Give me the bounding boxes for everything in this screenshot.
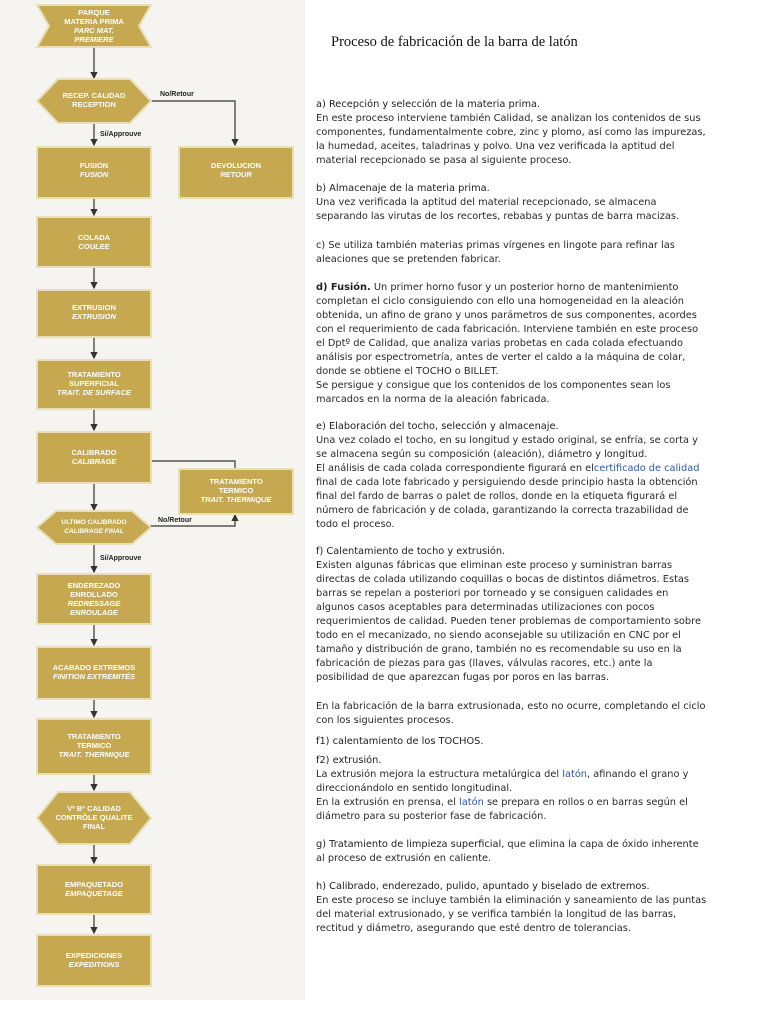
node-label: REDRESSAGE: [67, 599, 121, 608]
node-label: CALIBRADO: [71, 448, 117, 457]
node-parque-materia-prima: [36, 4, 152, 48]
node-label: TRAIT. THERMIQUE: [200, 495, 272, 504]
section-f: [316, 545, 708, 685]
section-heading: f) Calentamiento de tocho y extrusión.: [316, 546, 506, 557]
branch-label-no-retour: No/Retour: [158, 517, 192, 524]
section-heading: f1) calentamiento de los TOCHOS.: [316, 736, 484, 747]
node-label: SUPERFICIAL: [68, 379, 119, 388]
section-body: En este proceso se incluye también la eliminación y saneamiento de las puntas del material extrusionado, y se verifica también la longitud de las barras, rectitud y diámetro, asegurando que esté dentro de tolerancias.: [316, 895, 707, 934]
node-label: TERMICO: [76, 741, 112, 750]
node-label: CALIBRAGE: [71, 457, 117, 466]
node-label: PREMIERE: [74, 35, 114, 44]
section-heading: e) Elaboración del tocho, selección y almacenaje.: [316, 421, 559, 432]
node-tratamiento-superficial: [36, 359, 152, 410]
section-f2: [316, 754, 708, 824]
laton-link[interactable]: latón: [459, 797, 484, 808]
section-body: En la fabricación de la barra extrusionada, esto no ocurre, completando el ciclo con los siguientes procesos.: [316, 701, 706, 726]
section-body: El análisis de cada colada correspondiente figurará en el: [316, 463, 594, 474]
node-tratamiento-termico: [36, 718, 152, 775]
node-label: EXPEDITIONS: [68, 960, 120, 969]
node-expediciones: [36, 934, 152, 987]
branch-label-si-approuve: Si/Approuve: [100, 555, 142, 562]
section-body: Una vez verificada la aptitud del material recepcionado, se almacena separando las virutas de los recortes, rebabas y puntas de barra macizas.: [316, 197, 680, 222]
section-body: Una vez colado el tocho, en su longitud y estado original, se enfría, se corta y se almacena según su composición (aleación), diámetro y longitud.: [316, 435, 698, 460]
node-label: TRATAMIENTO: [67, 370, 121, 379]
section-b: [316, 182, 708, 224]
section-heading: b) Almacenaje de la materia prima.: [316, 183, 490, 194]
certificado-link[interactable]: certificado de calidad: [593, 463, 700, 474]
node-label: EMPAQUETADO: [64, 880, 124, 889]
node-label: FUSION: [79, 161, 109, 170]
section-d: [316, 281, 708, 407]
section-body: La extrusión mejora la estructura metalúrgica del: [316, 769, 563, 780]
node-label: EMPAQUETAGE: [65, 889, 123, 898]
node-label: TRAIT. DE SURFACE: [56, 388, 132, 397]
node-label: COLADA: [77, 233, 111, 242]
node-empaquetado: [36, 864, 152, 915]
node-fusion: [36, 146, 152, 199]
node-label: FINAL: [82, 822, 106, 831]
node-label: EXTRUSION: [72, 303, 116, 312]
section-body: , que elimina la capa de óxido inherente al proceso de extrusión en caliente.: [316, 839, 699, 864]
node-label: RECEPTION: [72, 100, 116, 109]
node-label: ENROULAGE: [70, 608, 118, 617]
section-body: En este proceso interviene también Calidad, se analizan los contenidos de sus componentes, fundamentalmente cobre, zinc y plomo, así como las impurezas, la humedad, aceites, taladrinas y polvo. Una vez verificada la aptitud del material recepcionado se pasa al siguiente proceso.: [316, 113, 706, 166]
document-title: Proceso de fabricación de la barra de latón: [331, 34, 578, 50]
section-body: Un primer horno fusor y un posterior horno de mantenimiento completan el ciclo consiguiendo con ello una homogeneidad en la aleación obtenida, un afino de grano y unos parámetros de sus componentes, acordes con el requerimiento de cada fabricación. Interviene también en este proceso el Dptº de Calidad, que analiza varias probetas en cada colada efectuando análisis por espectrometría, antes de verter el caldo a la máquina de colar, donde se obtiene el TOCHO o BILLET.: [316, 282, 699, 377]
node-label: DEVOLUCION: [210, 161, 261, 170]
node-recepcion-calidad: [36, 78, 152, 124]
node-label: Vº Bº CALIDAD: [67, 804, 121, 813]
node-label: CONTRÔLE QUALITE: [55, 813, 133, 822]
section-body: c) Se utiliza también materias primas vírgenes en lingote para refinar las aleaciones que se pretenden fabricar.: [316, 240, 675, 265]
node-label: EXTRUSION: [72, 312, 116, 321]
node-label: TERMICO: [218, 486, 254, 495]
section-body: Existen algunas fábricas que eliminan este proceso y suministran barras directas de colada utilizando coquillas o bocas de distintos diámetros. Estas barras se repelan a posteriori por torneado y se consiguen calidades en algunos casos aceptables para determinadas utilizaciones con pocos requerimientos de calidad. Pueden tener problemas de comportamiento sobre todo en el mecanizado, no siendo aconsejable su utilización en CNC por el tamaño y distribución de grano, también no es recomendable su uso en la fabricación de piezas para gas (llaves, válvulas racores, etc.) ante la posibilidad de que aparezcan fugas por poros en las barras.: [316, 560, 701, 683]
node-label: RECEP. CALIDAD: [62, 91, 126, 100]
node-label: EXPEDICIONES: [65, 951, 123, 960]
node-label: RETOUR: [220, 170, 252, 179]
section-e: [316, 420, 708, 532]
node-vb-calidad: [36, 791, 152, 845]
node-label: MATERIA PRIMA: [64, 17, 124, 26]
node-calibrado: [36, 431, 152, 484]
node-label: ACABADO EXTREMOS: [52, 663, 136, 672]
node-label: FUSION: [79, 170, 109, 179]
node-enderezado: [36, 573, 152, 625]
node-label: COULEE: [78, 242, 110, 251]
section-f-note: [316, 700, 708, 728]
section-h: [316, 880, 708, 936]
node-tratamiento-termico-lateral: [178, 468, 294, 515]
branch-label-no-retour: No/Retour: [160, 91, 194, 98]
node-label: PARC MAT.: [74, 26, 114, 35]
node-label: ENDEREZADO: [67, 581, 121, 590]
node-label: FINITION EXTREMITÉS: [52, 672, 136, 681]
node-devolucion: [178, 146, 294, 199]
section-heading: f2) extrusión.: [316, 755, 382, 766]
section-body: Se persigue y consigue que los contenidos de los componentes sean los marcados en la norma de la aleación fabricada.: [316, 380, 671, 405]
section-heading: a) Recepción y selección de la materia prima.: [316, 99, 541, 110]
node-label: ULTIMO CALIBRADO: [61, 519, 127, 526]
section-c: [316, 239, 708, 267]
branch-label-si-approuve: Si/Approuve: [100, 131, 142, 138]
node-label: CALIBRAGE FINAL: [64, 528, 124, 535]
section-heading: g) Tratamiento de limpieza superficial: [316, 839, 502, 850]
node-label: TRATAMIENTO: [67, 732, 121, 741]
node-ultimo-calibrado: [36, 510, 152, 545]
section-g: [316, 838, 708, 866]
laton-link[interactable]: latón: [562, 769, 588, 780]
node-extrusion: [36, 289, 152, 338]
section-f1: [316, 735, 708, 749]
node-label: PARQUE: [78, 8, 110, 17]
flowchart-panel: [0, 0, 305, 1000]
section-a: [316, 98, 708, 168]
section-heading: d) Fusión.: [316, 282, 371, 293]
node-label: ENROLLADO: [70, 590, 118, 599]
node-label: TRAIT. THERMIQUE: [58, 750, 130, 759]
node-label: TRATAMIENTO: [209, 477, 263, 486]
node-acabado-extremos: [36, 646, 152, 700]
section-body: se prepara en rollos o en barras según el diámetro para su posterior fase de fabricación.: [316, 797, 688, 822]
section-body: , afinando el grano y direccionándolo en sentido longitudinal.: [316, 769, 689, 794]
section-body: final de cada lote fabricado y persiguiendo desde principio hasta la obtención final del fardo de barras o palet de rollos, donde en la etiqueta figurará el número de fabricación y de colada, garantizando la correcta trazabilidad de todo el proceso.: [316, 477, 698, 530]
node-colada: [36, 216, 152, 268]
section-body: En la extrusión en prensa, el: [316, 797, 460, 808]
section-heading: h) Calibrado, enderezado, pulido, apuntado y biselado de extremos.: [316, 881, 650, 892]
